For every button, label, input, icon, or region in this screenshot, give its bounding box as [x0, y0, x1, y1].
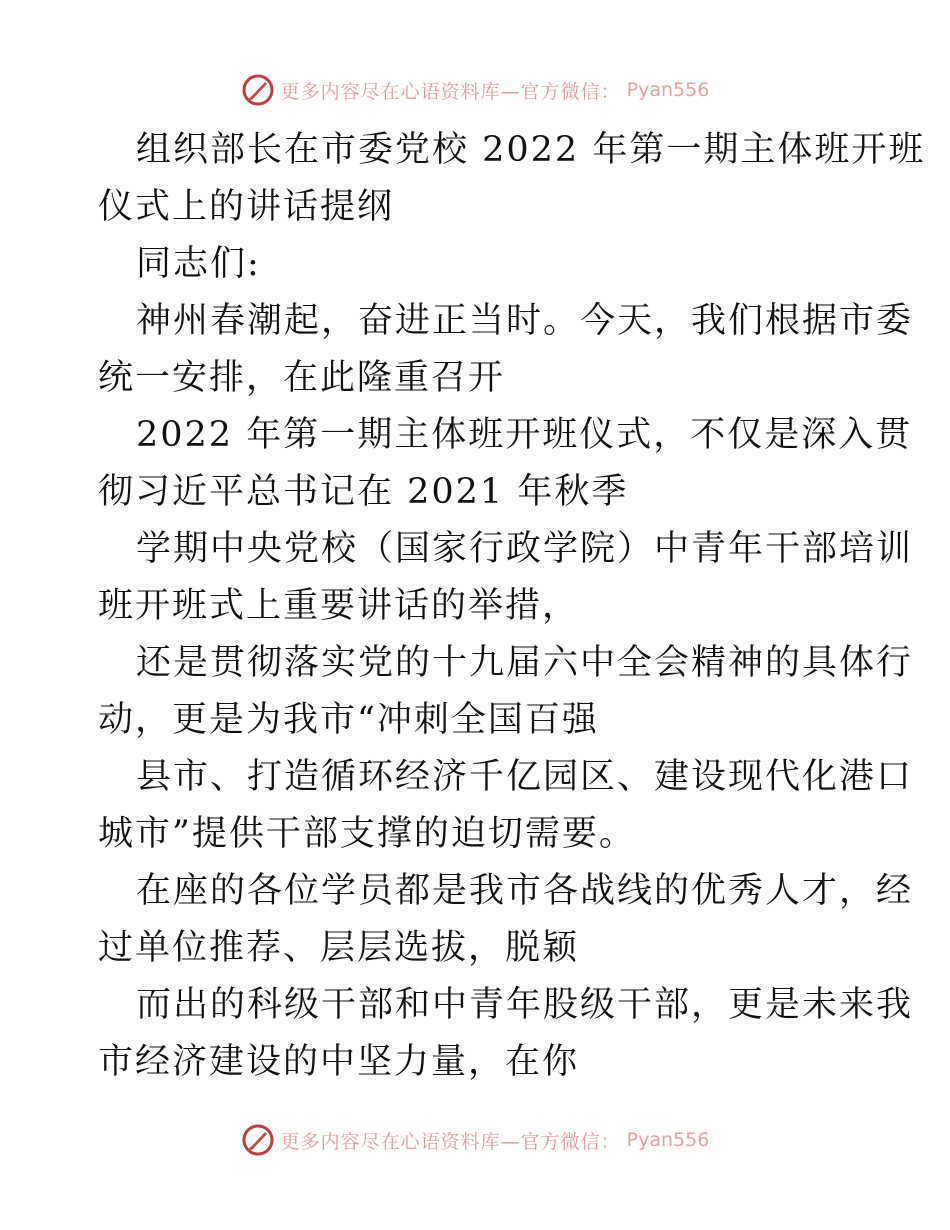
title-line: 仪式上的讲话提纲 [98, 187, 395, 227]
body-line: 而出的科级干部和中青年股级干部，更是未来我 [136, 985, 914, 1025]
header-watermark [0, 70, 950, 110]
body-line: 过单位推荐、层层选拔，脱颖 [98, 928, 580, 968]
body-line: 神州春潮起，奋进正当时。今天，我们根据市委 [136, 301, 914, 341]
body-line: 还是贯彻落实党的十九届六中全会精神的具体行 [136, 643, 914, 683]
body-line: 班开班式上重要讲话的举措， [98, 586, 580, 626]
body-line: 2022 年第一期主体班开班仪式，不仅是深入贯 [136, 415, 913, 455]
body-line: 在座的各位学员都是我市各战线的优秀人才，经 [136, 871, 914, 911]
footer-watermark [0, 1120, 950, 1160]
watermark-contact: Pyan556 [626, 79, 710, 101]
body-line: 彻习近平总书记在 2021 年秋季 [98, 472, 629, 512]
watermark-contact: Pyan556 [626, 1129, 710, 1151]
greeting: 同志们: [136, 244, 261, 284]
body-line: 动，更是为我市“冲刺全国百强 [98, 700, 599, 740]
title-line: 组织部长在市委党校 2022 年第一期主体班开班 [136, 130, 926, 170]
body-line: 学期中央党校（国家行政学院）中青年干部培训 [136, 529, 914, 569]
body-line: 城市”提供干部支撑的迫切需要。 [98, 814, 636, 854]
watermark-text: 更多内容尽在心语资料库—官方微信： [280, 1130, 621, 1153]
body-line: 市经济建设的中坚力量，在你 [98, 1042, 580, 1082]
body-line: 统一安排，在此隆重召开 [98, 358, 506, 398]
document-body [98, 122, 926, 1091]
watermark-text: 更多内容尽在心语资料库—官方微信： [280, 80, 621, 103]
body-line: 县市、打造循环经济千亿园区、建设现代化港口 [136, 757, 914, 797]
quill-logo-icon [241, 1123, 275, 1157]
quill-logo-icon [241, 73, 275, 107]
